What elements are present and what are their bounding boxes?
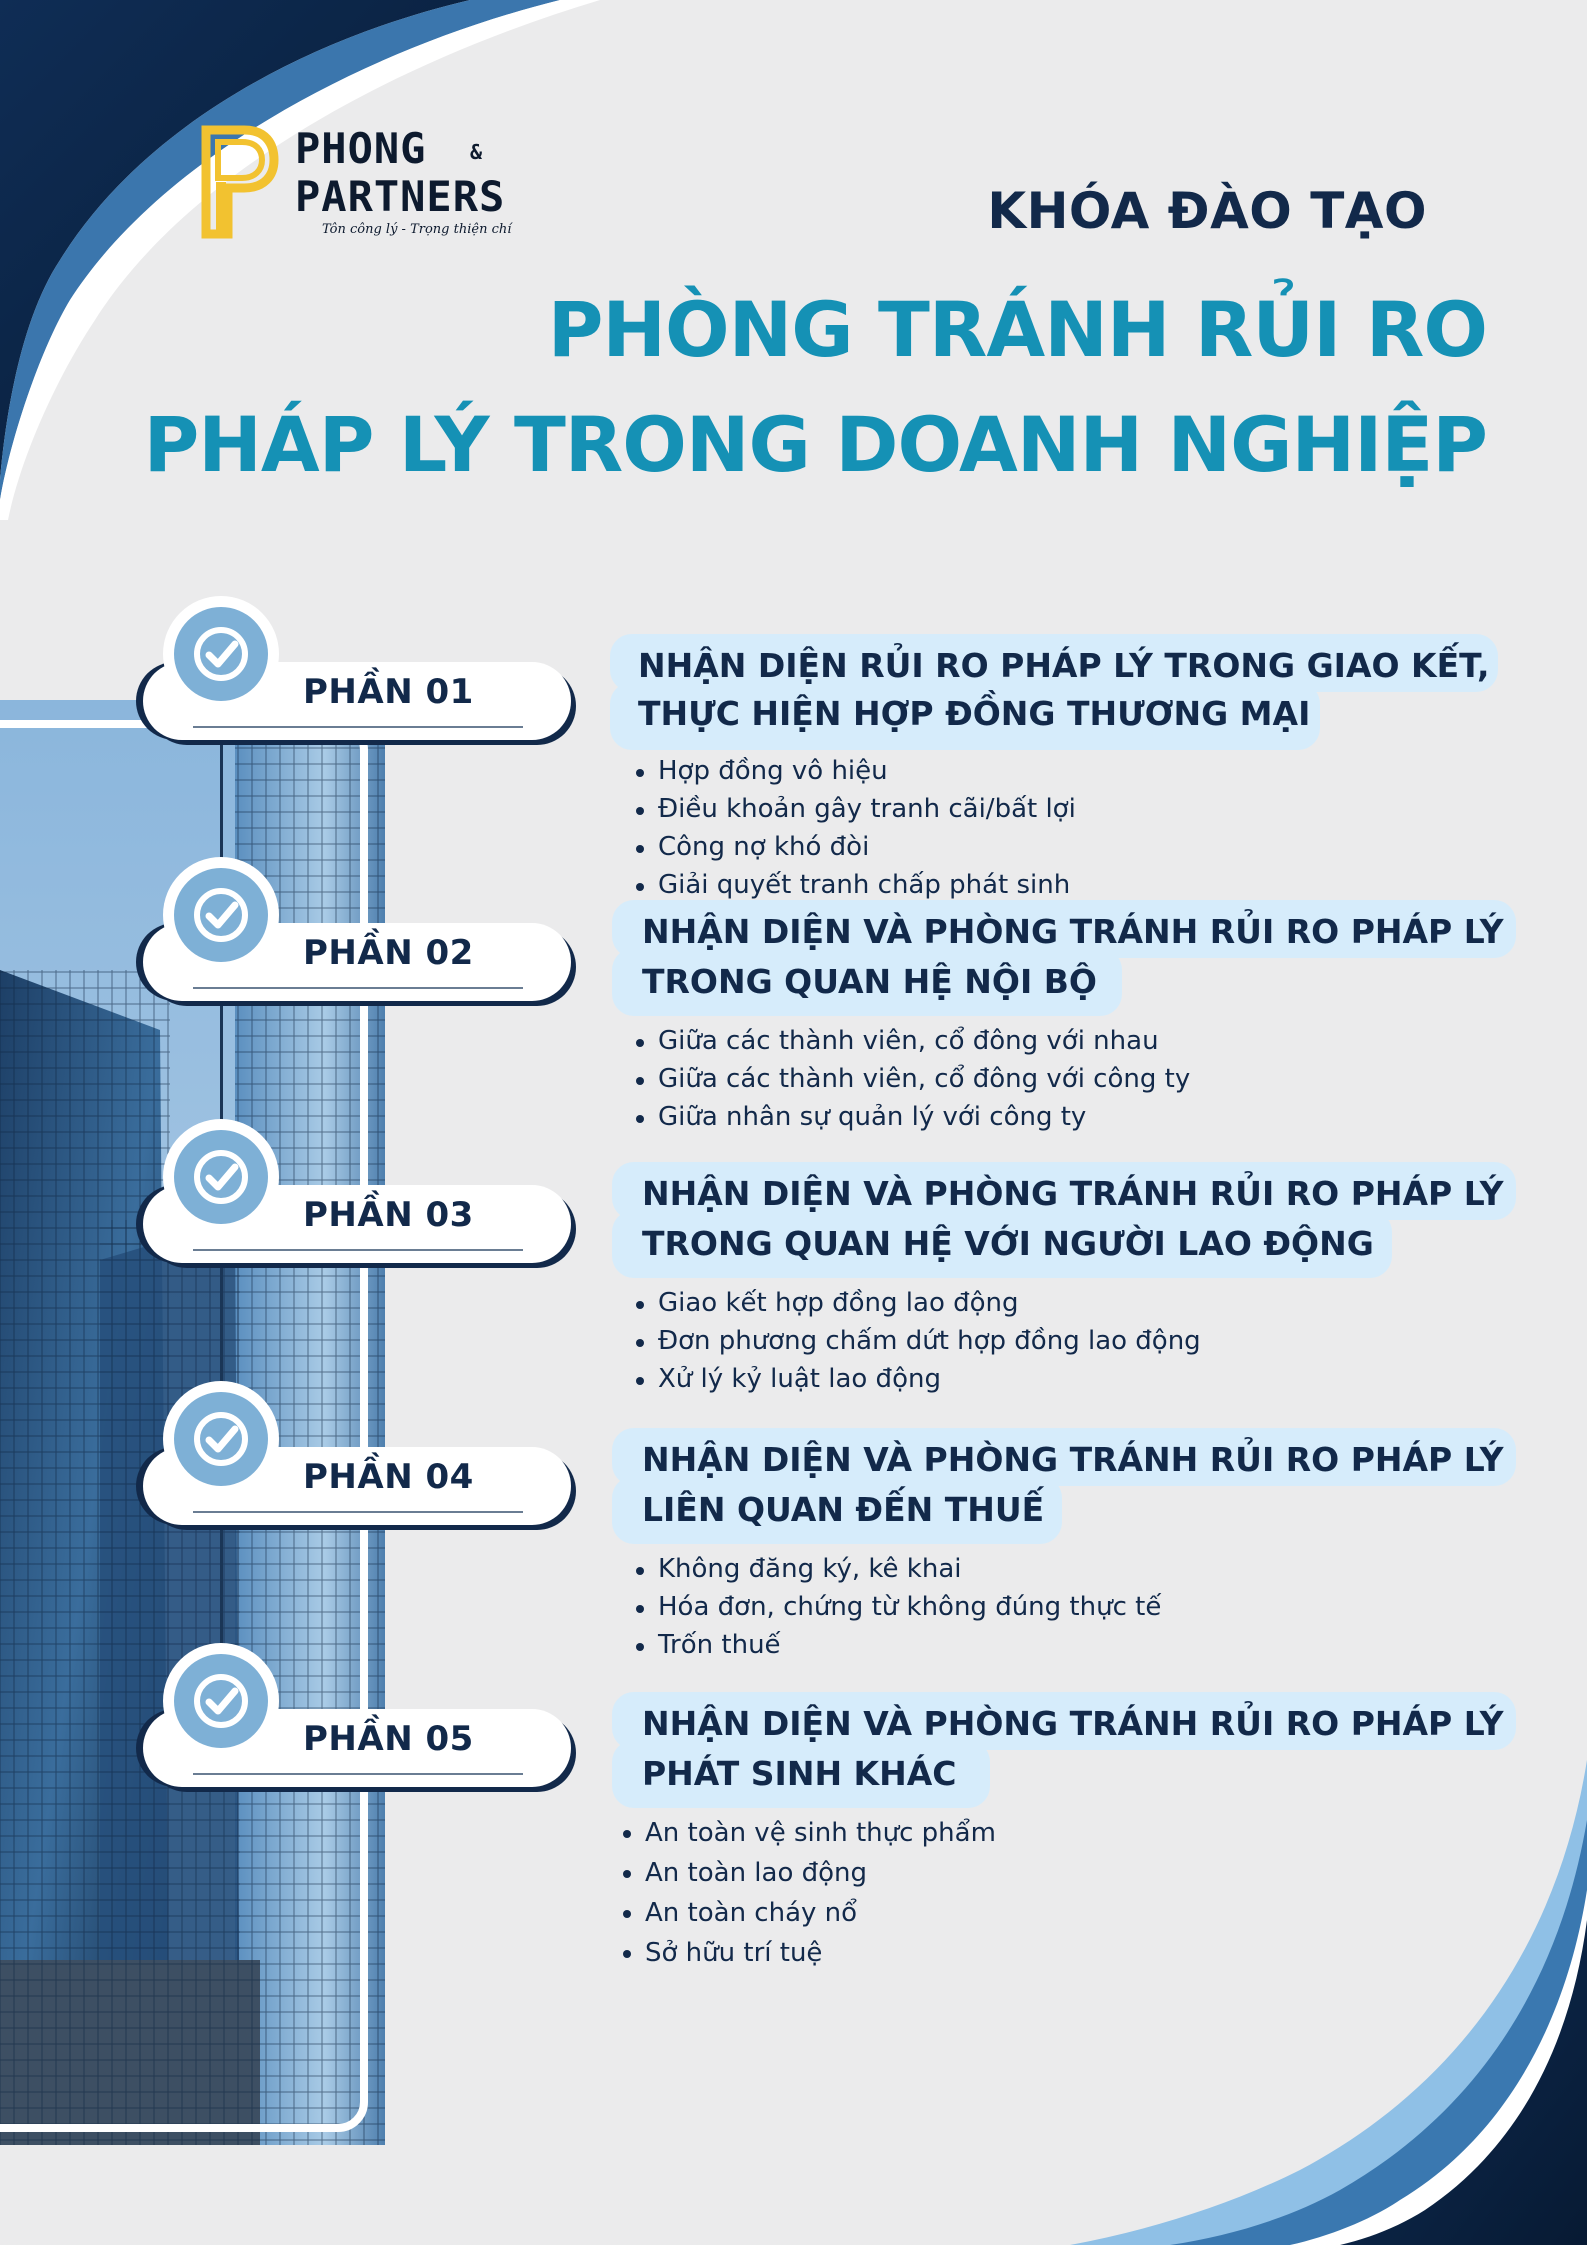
check-circle-icon (191, 1147, 251, 1207)
section-bullets (633, 752, 1076, 904)
section-label: PHẦN 03 (303, 1195, 474, 1235)
bullet-item: Giải quyết tranh chấp phát sinh (633, 866, 1076, 904)
section-label: PHẦN 02 (303, 933, 474, 973)
section-heading-line: NHẬN DIỆN VÀ PHÒNG TRÁNH RỦI RO PHÁP LÝ (642, 1704, 1504, 1743)
bullet-item: Không đăng ký, kê khai (633, 1550, 1161, 1588)
section-heading-line: TRONG QUAN HỆ NỘI BỘ (642, 962, 1097, 1001)
section-bullets (633, 1022, 1190, 1136)
section-label: PHẦN 04 (303, 1457, 474, 1497)
pill-underline (193, 726, 523, 728)
check-badge (163, 1643, 279, 1759)
pill-underline (193, 1773, 523, 1775)
bullet-item: Giữa nhân sự quản lý với công ty (633, 1098, 1190, 1136)
course-title-line1: PHÒNG TRÁNH RỦI RO (547, 285, 1487, 374)
bullet-item: Đơn phương chấm dứt hợp đồng lao động (633, 1322, 1201, 1360)
section-heading-line: TRONG QUAN HỆ VỚI NGƯỜI LAO ĐỘNG (642, 1224, 1374, 1263)
bullet-item: Công nợ khó đòi (633, 828, 1076, 866)
section-heading-line: THỰC HIỆN HỢP ĐỒNG THƯƠNG MẠI (638, 694, 1311, 733)
check-badge (163, 857, 279, 973)
check-circle-icon (191, 1671, 251, 1731)
pp-monogram-icon (200, 122, 280, 240)
check-badge (163, 1119, 279, 1235)
bullet-item: Hóa đơn, chứng từ không đúng thực tế (633, 1588, 1161, 1626)
logo-name-line1: PHONG (295, 124, 427, 173)
section-bullets (633, 1284, 1201, 1398)
pill-underline (193, 1249, 523, 1251)
bullet-item: Giữa các thành viên, cổ đông với công ty (633, 1060, 1190, 1098)
section-bullets (620, 1813, 996, 1973)
check-circle-icon (191, 624, 251, 684)
bullet-item: An toàn cháy nổ (620, 1893, 996, 1933)
bullet-item: Điều khoản gây tranh cãi/bất lợi (633, 790, 1076, 828)
section-label: PHẦN 01 (303, 672, 474, 712)
check-circle-icon (191, 1409, 251, 1469)
course-kicker: KHÓA ĐÀO TẠO (987, 182, 1427, 240)
pill-underline (193, 1511, 523, 1513)
pill-underline (193, 987, 523, 989)
section-heading-line: NHẬN DIỆN VÀ PHÒNG TRÁNH RỦI RO PHÁP LÝ (642, 912, 1504, 951)
brand-logo (200, 122, 560, 252)
check-circle-icon (191, 885, 251, 945)
section-heading-line: NHẬN DIỆN VÀ PHÒNG TRÁNH RỦI RO PHÁP LÝ (642, 1174, 1504, 1213)
bullet-item: Xử lý kỷ luật lao động (633, 1360, 1201, 1398)
bullet-item: An toàn vệ sinh thực phẩm (620, 1813, 996, 1853)
course-title-line2: PHÁP LÝ TRONG DOANH NGHIỆP (143, 400, 1487, 489)
logo-ampersand: & (470, 140, 483, 164)
section-heading-line: NHẬN DIỆN VÀ PHÒNG TRÁNH RỦI RO PHÁP LÝ (642, 1440, 1504, 1479)
section-heading-line: NHẬN DIỆN RỦI RO PHÁP LÝ TRONG GIAO KẾT, (638, 646, 1490, 685)
bullet-item: Giữa các thành viên, cổ đông với nhau (633, 1022, 1190, 1060)
bullet-item: Giao kết hợp đồng lao động (633, 1284, 1201, 1322)
section-heading-line: PHÁT SINH KHÁC (642, 1754, 957, 1793)
section-label: PHẦN 05 (303, 1719, 474, 1759)
bullet-item: An toàn lao động (620, 1853, 996, 1893)
logo-name-line2: PARTNERS (295, 172, 506, 221)
logo-tagline: Tôn công lý - Trọng thiện chí (322, 222, 512, 237)
bullet-item: Trốn thuế (633, 1626, 1161, 1664)
check-badge (163, 1381, 279, 1497)
section-heading-line: LIÊN QUAN ĐẾN THUẾ (642, 1490, 1045, 1529)
bullet-item: Hợp đồng vô hiệu (633, 752, 1076, 790)
section-bullets (633, 1550, 1161, 1664)
check-badge (163, 596, 279, 712)
bullet-item: Sở hữu trí tuệ (620, 1933, 996, 1973)
